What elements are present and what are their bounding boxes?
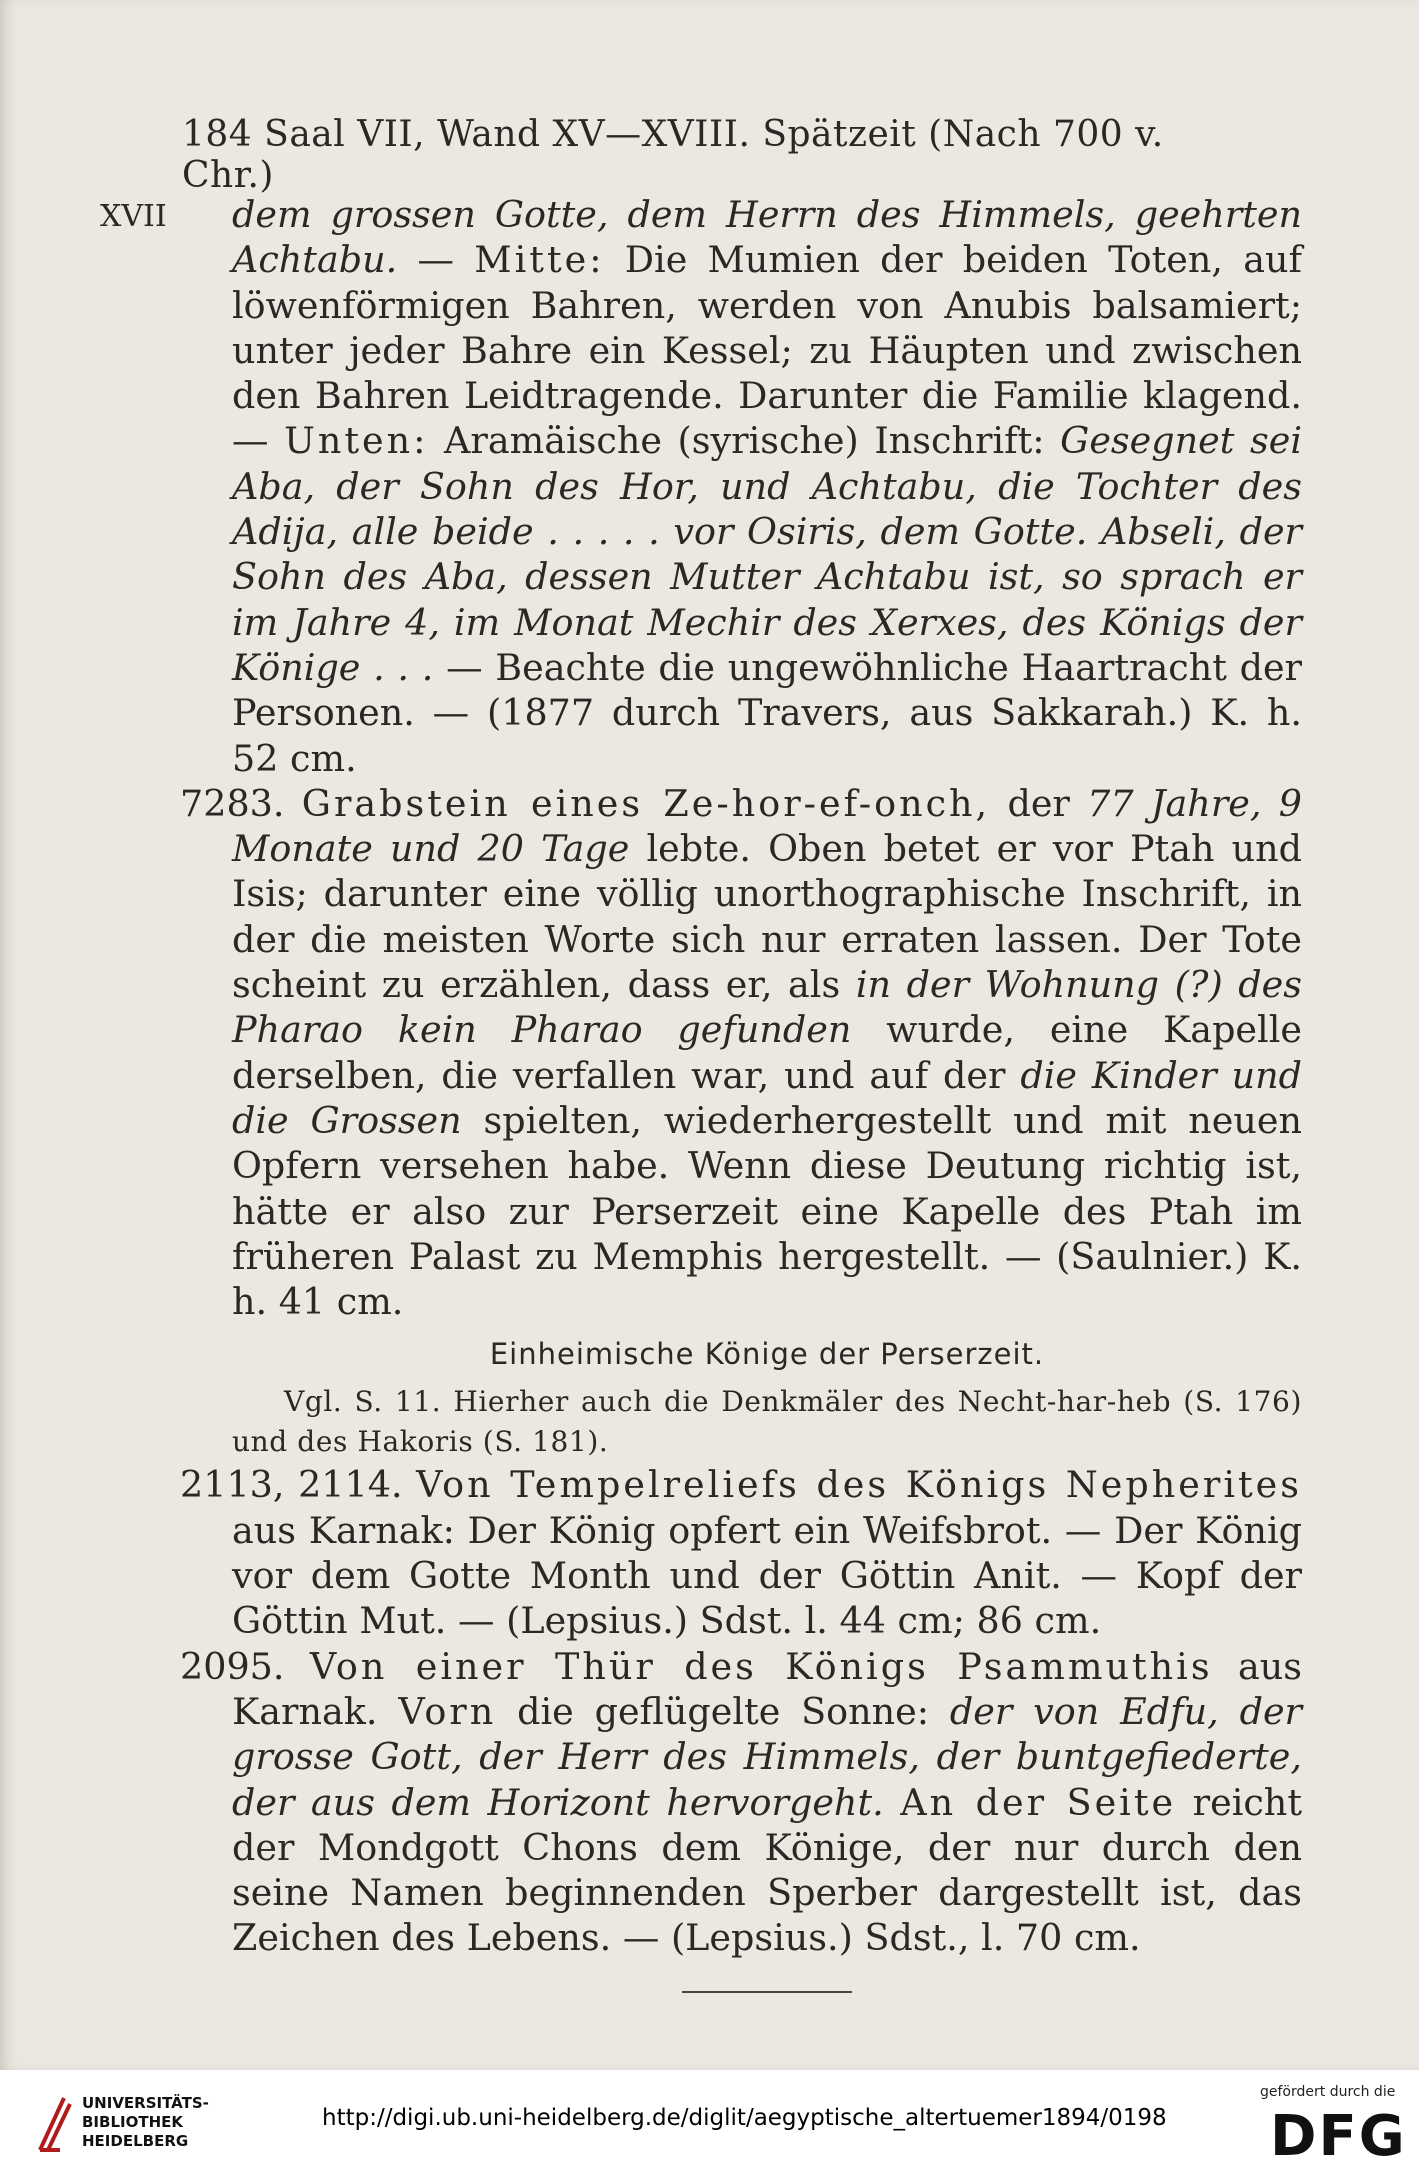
italic-inscription: Gesegnet sei Aba, der Sohn des Hor, und Achtabu, die Tochter des Adija, alle beide . . . . . vor Osiris, dem Gotte. Abseli, der Sohn des Aba, dessen Mutter Achtabu ist, so sprach er im Jahre 4, im Monat Mechir des Xerxes, des Königs der Könige . . .	[232, 419, 1303, 689]
spaced-label: Vorn	[398, 1689, 497, 1733]
entry-2095	[180, 1644, 1302, 1961]
text: aus Karnak.	[232, 1644, 1302, 1733]
text: —	[397, 238, 475, 282]
entry-7283	[180, 781, 1302, 1325]
italic-text: die Kinder und die Grossen	[232, 1053, 1302, 1142]
italic-text: der von Edfu, der grosse Gott, der Herr des Himmels, der buntgefiederte, der aus dem Horizont hervorgeht.	[232, 1689, 1302, 1824]
text: Die Mumien der beiden Toten, auf löwenförmigen Bahren, werden von Anubis balsamiert; unter jeder Bahre ein Kessel; zu Häupten und zwischen den Bahren Leidtragende. Darunter die Familie klagend. —	[232, 238, 1302, 463]
text: spielten, wiederhergestellt und mit neuen Opfern versehen habe. Wenn diese Deutung richtig ist, hätte er also zur Perserzeit eine Kapelle des Ptah im früheren Palast zu Memphis hergestellt. — (Saulnier.) K. h. 41 cm.	[232, 1098, 1302, 1324]
logo-line: BIBLIOTHEK	[82, 2113, 183, 2131]
italic-text: dem grossen Gotte, dem Herrn des Himmels, geehrten Achtabu.	[232, 193, 1302, 282]
text: reicht der Mondgott Chons dem Könige, der nur durch den seine Namen beginnenden Sperber dargestellt ist, das Zeichen des Lebens. — (Lepsius.) Sdst., l. 70 cm.	[232, 1780, 1302, 1960]
section-heading: Einheimische Könige der Perserzeit.	[489, 1337, 1045, 1372]
text: Aramäische (syrische) Inschrift:	[428, 419, 1061, 463]
logo-line: HEIDELBERG	[82, 2132, 189, 2150]
italic-text: in der Wohnung (?) des Pharao kein Pharao gefunden	[232, 963, 1302, 1052]
text: wurde, eine Kapelle derselben, die verfallen war, und auf der	[232, 1008, 1302, 1097]
spaced-title: Grabstein eines Ze-hor-ef-onch,	[301, 781, 991, 825]
text: lebte. Oben betet er vor Ptah und Isis; darunter eine völlig unorthographische Inschrift, in der die meisten Worte sich nur erraten lassen. Der Tote scheint zu erzählen, dass er, als	[232, 827, 1302, 1007]
margin-mark: XVII	[100, 199, 167, 234]
spaced-label: Mitte:	[474, 238, 605, 282]
running-header: 184 Saal VII, Wand XV—XVIII. Spätzeit (Nach 700 v. Chr.)	[182, 114, 1164, 196]
text: der	[990, 781, 1088, 825]
spaced-label: An der Seite	[900, 1780, 1177, 1824]
italic-text: 77 Jahre, 9 Monate und 20 Tage	[232, 781, 1302, 871]
section-note: Vgl. S. 11. Hierher auch die Denkmäler des Necht-har-heb (S. 176) und des Hakoris (S. 181).	[232, 1385, 1302, 1459]
library-logo-icon	[34, 2088, 74, 2158]
text: — Beachte die ungewöhnliche Haartracht der Personen. — (1877 durch Travers, aus Sakkarah.) K. h. 52 cm.	[232, 645, 1302, 780]
sponsor-text: gefördert durch die	[1260, 2084, 1396, 2100]
entry-number: 2113, 2114.	[180, 1463, 417, 1507]
footer-bar	[0, 2070, 1419, 2176]
spaced-label: Unten:	[284, 419, 429, 463]
text: die geflügelte Sonne:	[496, 1689, 950, 1733]
spaced-title: Von einer Thür des Königs Psammuthis	[309, 1644, 1213, 1688]
permalink-url[interactable]: http://digi.ub.uni-heidelberg.de/diglit/aegyptische_altertuemer1894/0198	[322, 2105, 1167, 2131]
end-rule	[682, 1991, 852, 1993]
text: aus Karnak: Der König opfert ein Weifsbrot. — Der König vor dem Gotte Month und der Göttin Anit. — Kopf der Göttin Mut. — (Lepsius.) Sdst. l. 44 cm; 86 cm.	[232, 1508, 1302, 1643]
spaced-title: Von Tempelreliefs des Königs Nepherites	[416, 1463, 1302, 1507]
paragraph-mitte-unten	[232, 192, 1302, 781]
text	[884, 1781, 901, 1824]
logo-line: UNIVERSITÄTS-	[82, 2094, 209, 2112]
entry-number: 7283.	[180, 781, 302, 825]
dfg-logo: DFG	[1270, 2104, 1407, 2169]
page-body	[180, 192, 1303, 1993]
entry-2113-2114	[180, 1462, 1302, 1643]
library-logo-text	[82, 2094, 209, 2151]
entry-number: 2095.	[180, 1644, 310, 1688]
